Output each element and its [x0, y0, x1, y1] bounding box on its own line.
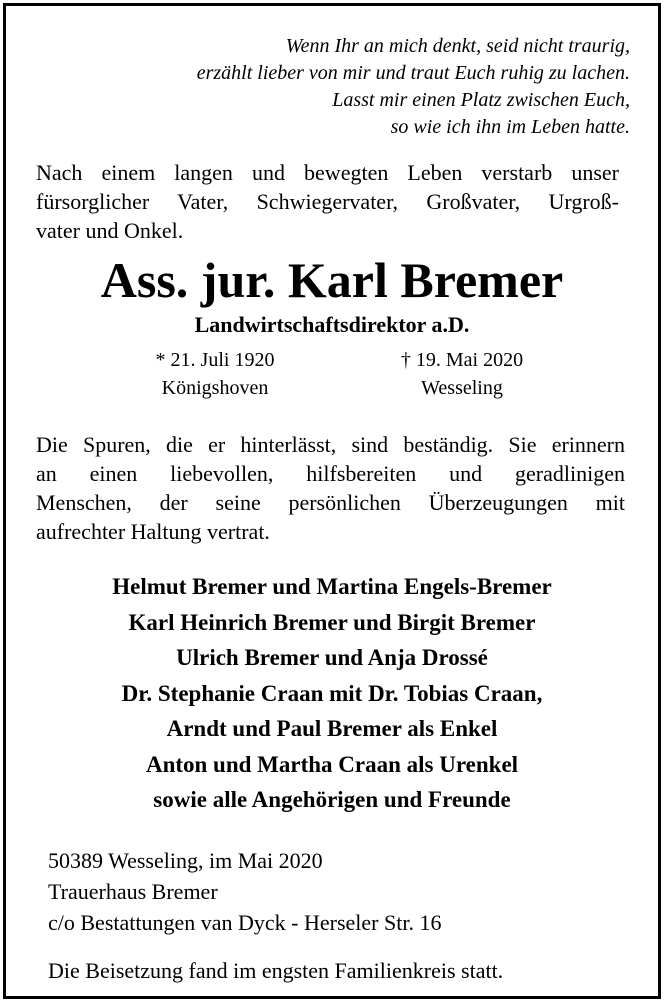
address-line: c/o Bestattungen van Dyck - Herseler Str. 16 [48, 910, 442, 935]
birth-info [115, 346, 315, 402]
address-line: 50389 Wesseling, im Mai 2020 [48, 848, 323, 873]
intro-line: vater und Onkel. [36, 218, 184, 243]
address-block [48, 845, 441, 938]
deceased-name: Ass. jur. Karl Bremer [100, 252, 564, 308]
poem-line: erzählt lieber von mir und traut Euch ruhig zu lachen. [196, 62, 630, 84]
mourner-line: Arndt und Paul Bremer als Enkel [166, 716, 498, 741]
mourner-line: Karl Heinrich Bremer und Birgit Bremer [128, 609, 536, 635]
poem-line: Wenn Ihr an mich denkt, seid nicht traurig, [285, 35, 630, 57]
tribute-line: Menschen, der seine persönlichen Überzeugungen mit [36, 490, 625, 515]
poem [197, 33, 630, 141]
obituary-notice [3, 3, 661, 999]
death-info [362, 346, 562, 402]
death-place: Wesseling [421, 377, 503, 399]
tribute-line: an einen liebevollen, hilfsbereiten und geradlinigen [36, 461, 625, 486]
birth-place: Königshoven [161, 377, 269, 399]
mourners-list [6, 569, 658, 818]
mourner-line: Ulrich Bremer und Anja Drossé [176, 645, 488, 670]
intro-paragraph [36, 158, 619, 245]
mourner-line: sowie alle Angehörigen und Freunde [153, 787, 511, 812]
tribute-line: Die Spuren, die er hinterlässt, sind beständig. Sie erinnern [36, 432, 625, 457]
mourner-line: Helmut Bremer und Martina Engels-Bremer [112, 574, 552, 599]
tribute-paragraph [36, 430, 625, 546]
intro-line: Nach einem langen und bewegten Leben verstarb unser [36, 160, 619, 185]
poem-line: Lasst mir einen Platz zwischen Euch, [332, 89, 630, 111]
tribute-line: aufrechter Haltung vertrat. [36, 519, 270, 544]
address-line: Trauerhaus Bremer [48, 879, 218, 904]
mourner-line: Dr. Stephanie Craan mit Dr. Tobias Craan, [121, 680, 543, 706]
burial-note: Die Beisetzung fand im engsten Familienkreis statt. [48, 958, 504, 983]
birth-date: * 21. Juli 1920 [155, 349, 275, 371]
death-date: † 19. Mai 2020 [400, 349, 524, 371]
intro-line: fürsorglicher Vater, Schwiegervater, Großvater, Urgroß- [36, 189, 619, 214]
deceased-title: Landwirtschaftsdirektor a.D. [194, 312, 470, 337]
poem-line: so wie ich ihn im Leben hatte. [390, 116, 630, 138]
mourner-line: Anton und Martha Craan als Urenkel [145, 751, 519, 777]
